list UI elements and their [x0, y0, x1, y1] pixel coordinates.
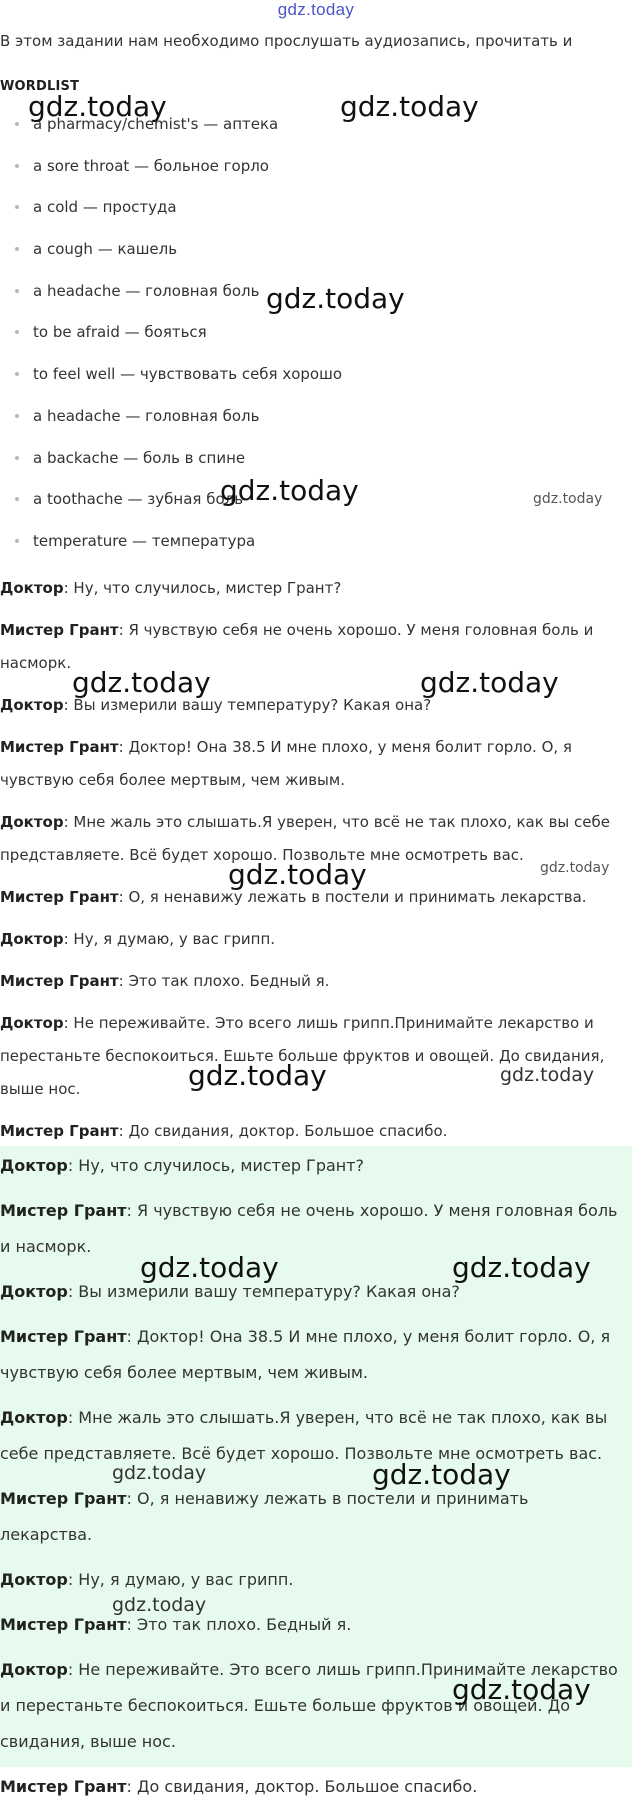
bullet-icon — [15, 330, 19, 334]
speaker-name: Доктор — [0, 813, 64, 831]
wordlist-item: a cold — простуда — [0, 196, 620, 238]
dialog-line — [0, 731, 632, 797]
watermark: gdz.today — [372, 1458, 511, 1491]
watermark: gdz.today — [28, 90, 167, 123]
bullet-icon — [15, 539, 19, 543]
speaker-name: Мистер Грант — [0, 738, 119, 756]
bullet-icon — [15, 247, 19, 251]
dialog-line — [0, 881, 632, 914]
dialog-transcript — [0, 572, 632, 1157]
wordlist-item: a sore throat — больное горло — [0, 155, 620, 197]
speaker-name: Доктор — [0, 579, 64, 597]
watermark: gdz.today — [340, 90, 479, 123]
speaker-name: Мистер Грант — [0, 1615, 127, 1634]
watermark: gdz.today — [228, 858, 367, 891]
wordlist-item: a backache — боль в спине — [0, 447, 620, 489]
line-text: : До свидания, доктор. Большое спасибо. — [126, 1777, 478, 1796]
speaker-name: Мистер Грант — [0, 1777, 127, 1796]
line-text: : О, я ненавижу лежать в постели и принимать лекарства. — [118, 888, 587, 906]
wordlist-item: to feel well — чувствовать себя хорошо — [0, 363, 620, 405]
line-text: : Не переживайте. Это всего лишь грипп.Принимайте лекарство и перестаньте беспокоиться. Ешьте больше фруктов и овощей. До свидания, выше нос. — [0, 1660, 618, 1751]
wordlist — [0, 113, 620, 572]
dialog-line — [0, 1319, 632, 1391]
speaker-name: Мистер Грант — [0, 888, 119, 906]
speaker-name: Мистер Грант — [0, 1489, 127, 1508]
dialog-line — [0, 614, 632, 680]
bullet-icon — [15, 122, 19, 126]
wordlist-heading: WORDLIST — [0, 79, 80, 94]
watermark: gdz.today — [220, 474, 359, 507]
speaker-name: Мистер Грант — [0, 1201, 127, 1220]
wordlist-item: a cough — кашель — [0, 238, 620, 280]
line-text: : Ну, я думаю, у вас грипп. — [63, 930, 276, 948]
speaker-name: Доктор — [0, 1408, 68, 1427]
bullet-icon — [15, 497, 19, 501]
bullet-icon — [15, 205, 19, 209]
speaker-name: Доктор — [0, 1660, 68, 1679]
wordlist-item: temperature — температура — [0, 530, 620, 572]
speaker-name: Доктор — [0, 1014, 64, 1032]
dialog-line — [0, 1481, 632, 1553]
line-text: : Ну, я думаю, у вас грипп. — [67, 1570, 294, 1589]
line-text: : Это так плохо. Бедный я. — [126, 1615, 352, 1634]
line-text: : Не переживайте. Это всего лишь грипп.Принимайте лекарство и перестаньте беспокоиться. Ешьте больше фруктов и овощей. До свидания, выше нос. — [0, 1014, 605, 1098]
dialog-line — [0, 1274, 632, 1310]
bullet-icon — [15, 414, 19, 418]
watermark: gdz.today — [112, 1462, 207, 1484]
speaker-name: Доктор — [0, 696, 64, 714]
bullet-icon — [15, 289, 19, 293]
dialog-line — [0, 1193, 632, 1265]
speaker-name: Мистер Грант — [0, 621, 119, 639]
bullet-icon — [15, 456, 19, 460]
site-watermark-top: gdz.today — [277, 0, 355, 19]
dialog-transcript-highlighted — [0, 1148, 632, 1814]
speaker-name: Доктор — [0, 1282, 68, 1301]
line-text: : Я чувствую себя не очень хорошо. У меня головная боль и насморк. — [0, 621, 594, 672]
watermark: gdz.today — [188, 1059, 327, 1092]
wordlist-item: a headache — головная боль — [0, 280, 620, 322]
speaker-name: Доктор — [0, 1156, 68, 1175]
dialog-line — [0, 965, 632, 998]
line-text: : Мне жаль это слышать.Я уверен, что всё не так плохо, как вы себе представляете. Всё будет хорошо. Позвольте мне осмотреть вас. — [0, 813, 610, 864]
dialog-line — [0, 1148, 632, 1184]
watermark: gdz.today — [72, 666, 211, 699]
dialog-line — [0, 806, 632, 872]
line-text: : До свидания, доктор. Большое спасибо. — [118, 1122, 448, 1140]
wordlist-item: a headache — головная боль — [0, 405, 620, 447]
line-text: : Ну, что случилось, мистер Грант? — [63, 579, 342, 597]
watermark: gdz.today — [452, 1673, 591, 1706]
watermark: gdz.today — [140, 1251, 279, 1284]
watermark: gdz.today — [540, 860, 610, 876]
dialog-line — [0, 1769, 632, 1805]
line-text: : Мне жаль это слышать.Я уверен, что всё не так плохо, как вы себе представляете. Всё будет хорошо. Позвольте мне осмотреть вас. — [0, 1408, 608, 1463]
speaker-name: Доктор — [0, 1570, 68, 1589]
dialog-line — [0, 572, 632, 605]
line-text: : Я чувствую себя не очень хорошо. У меня головная боль и насморк. — [0, 1201, 618, 1256]
watermark: gdz.today — [420, 666, 559, 699]
speaker-name: Мистер Грант — [0, 1122, 119, 1140]
watermark: gdz.today — [266, 282, 405, 315]
wordlist-item: a pharmacy/chemist's — аптека — [0, 113, 620, 155]
line-text: : Доктор! Она 38.5 И мне плохо, у меня болит горло. О, я чувствую себя более мертвым, чем живым. — [0, 1327, 611, 1382]
line-text: : О, я ненавижу лежать в постели и принимать лекарства. — [0, 1489, 529, 1544]
dialog-line — [0, 923, 632, 956]
line-text: : Доктор! Она 38.5 И мне плохо, у меня болит горло. О, я чувствую себя более мертвым, чем живым. — [0, 738, 572, 789]
wordlist-item: a toothache — зубная боль — [0, 488, 620, 530]
bullet-icon — [15, 164, 19, 168]
line-text: : Вы измерили вашу температуру? Какая она? — [67, 1282, 460, 1301]
bullet-icon — [15, 372, 19, 376]
dialog-line — [0, 1562, 632, 1598]
speaker-name: Мистер Грант — [0, 972, 119, 990]
dialog-line — [0, 1007, 632, 1106]
speaker-name: Мистер Грант — [0, 1327, 127, 1346]
line-text: : Это так плохо. Бедный я. — [118, 972, 330, 990]
watermark: gdz.today — [533, 491, 603, 507]
intro-text: В этом задании нам необходимо прослушать аудиозапись, прочитать и — [0, 32, 573, 50]
dialog-line — [0, 689, 632, 722]
watermark: gdz.today — [452, 1251, 591, 1284]
dialog-line — [0, 1400, 632, 1472]
dialog-line — [0, 1607, 632, 1643]
speaker-name: Доктор — [0, 930, 64, 948]
watermark: gdz.today — [500, 1064, 595, 1086]
line-text: : Ну, что случилось, мистер Грант? — [67, 1156, 365, 1175]
dialog-line — [0, 1652, 632, 1760]
line-text: : Вы измерили вашу температуру? Какая она? — [63, 696, 432, 714]
dialog-line — [0, 1115, 632, 1148]
wordlist-item: to be afraid — бояться — [0, 321, 620, 363]
watermark: gdz.today — [112, 1594, 207, 1616]
